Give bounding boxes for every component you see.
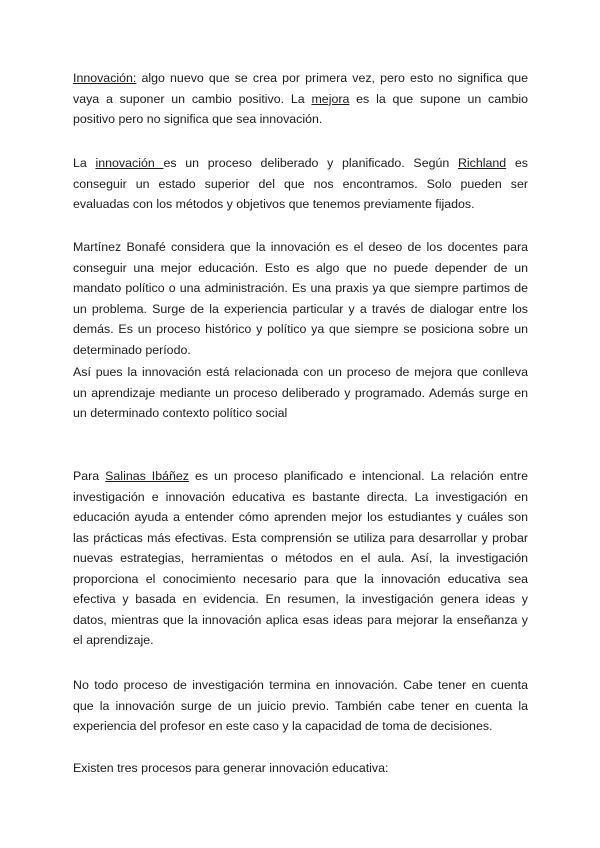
paragraph-text: Para [73, 469, 106, 483]
paragraph-text: La [73, 156, 96, 170]
paragraph-improvement-process: Así pues la innovación está relacionada con un proceso de mejora que conlleva un aprendizaje mediante un proceso deliberado y programado. Además surge en un determinado contexto político social [73, 365, 528, 420]
paragraph-martinez-bonafe: Martínez Bonafé considera que la innovación es el deseo de los docentes para conseguir una mejor educación. Esto es algo que no puede depender de un mandato político o una administración. Es una praxis ya que siempre partimos de un problema. Surge de la experiencia particular y a través de dialogar entre los demás. Es un proceso histórico y político ya que siempre se posiciona sobre un determinado período. [73, 240, 528, 357]
paragraph-text: es un proceso deliberado y planificado. Según [163, 156, 458, 170]
paragraph-text: es un proceso planificado e intencional. La relación entre investigación e innovación educativa es bastante directa. La investigación en educación ayuda a entender cómo aprenden mejor los estudiantes y cuáles son las prácticas más efectivas. Esta comprensión se utiliza para desarrollar y probar nuevas estrategias, herramientas o métodos en el aula. Así, la investigación proporciona el conocimiento necesario para que la innovación educativa sea efectiva y basada en evidencia. En resumen, la investigación genera ideas y datos, mientras que la innovación aplica esas ideas para mejorar la enseñanza y el aprendizaje. [73, 469, 528, 647]
link-innovacion[interactable]: innovación [95, 156, 164, 170]
paragraph-salinas-ibanez [73, 466, 528, 651]
paragraph-text: es conseguir un estado superior del que nos encontramos. Solo pueden ser evaluadas con los métodos y objetivos que tenemos previamente fijados. [73, 156, 529, 211]
paragraph-text: es la que supone un cambio positivo pero no significa que sea innovación. [73, 91, 529, 126]
paragraph-innovation-process [73, 153, 528, 215]
link-mejora[interactable]: mejora [311, 91, 350, 106]
paragraph-three-processes: Existen tres procesos para generar innovación educativa: [73, 761, 389, 775]
paragraph-innovation-definition [73, 68, 528, 130]
link-salinas-ibanez[interactable]: Salinas Ibáñez [105, 469, 189, 483]
link-richland[interactable]: Richland [457, 156, 507, 170]
term-innovacion: Innovación: [73, 71, 137, 85]
paragraph-research-vs-innovation: No todo proceso de investigación termina en innovación. Cabe tener en cuenta que la innovación surge de un juicio previo. También cabe tener en cuenta la experiencia del profesor en este caso y la capacidad de toma de decisiones. [73, 678, 528, 733]
paragraph-text: algo nuevo que se crea por primera vez, pero esto no significa que vaya a suponer un cambio positivo. La [73, 71, 528, 106]
